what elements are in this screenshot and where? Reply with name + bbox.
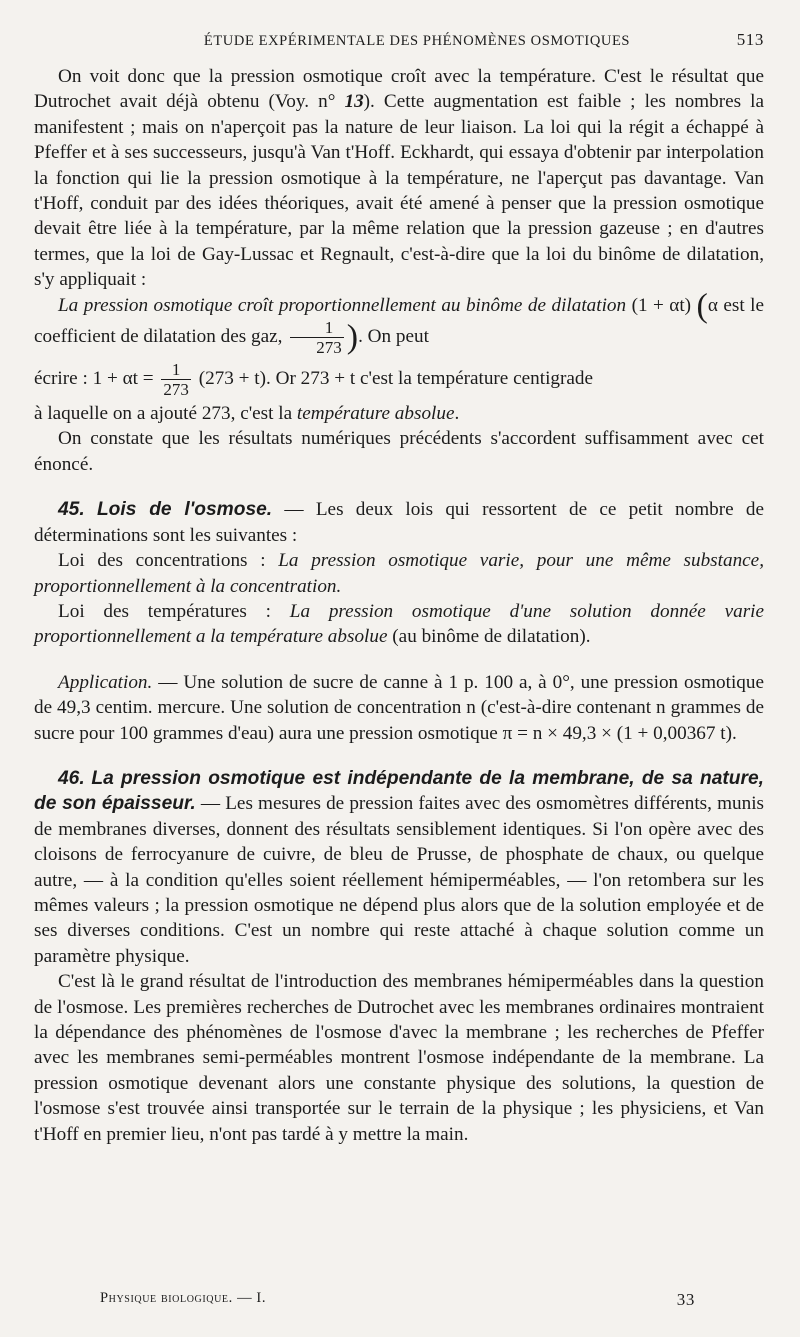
application-text: — Une solution de sucre de canne à 1 p. 100 a, à 0°, une pression osmotique de 49,3 centim. mercure. Une solution de concentration n (c'est-à-dire contenant n grammes de sucre pour 100 grammes d'eau) aura une pression osmotique π = n × 49,3 × (1 + 0,00367 t). — [34, 671, 764, 744]
law1-label: Loi des concentrations : — [58, 550, 279, 572]
fraction-denominator: 273 — [316, 338, 342, 358]
paragraph-equation — [34, 357, 764, 401]
fraction-denominator: 273 — [163, 380, 189, 400]
section-45-number: 45. — [58, 499, 85, 521]
footer-book-title: Physique biologique. — I. — [100, 1290, 267, 1306]
section-46 — [34, 766, 764, 969]
p1-text-b: ). Cette augmentation est faible ; les nombres la manifestent ; mais on n'aperçoit pas la nature de leur liaison. La loi qui la régit a échappé à Pfeffer et à ses successeurs, jusqu'à Van t'Hoff. Eckhardt, qui essaya d'obtenir par interpolation la fonction qui lie la pression osmotique à la température, ne l'aperçut pas davantage. Van t'Hoff, conduit par des idées théoriques, avait été amené à penser que la pression osmotique devait être liée à la température, par la même relation que la pression gazeuse ; en d'autres termes, que la loi de Gay-Lussac et Regnault, c'est-à-dire que la loi du binôme de dilatation, s'y appliquait : — [34, 91, 764, 291]
law-statement-italic: La pression osmotique croît proportionnellement au binôme de dilatation — [58, 294, 627, 316]
section-45-text: — Les deux lois qui ressortent de ce petit nombre de déterminations sont les suivantes : — [34, 499, 764, 546]
equation-lead: écrire : 1 + αt = — [34, 368, 154, 390]
p2-after: . On peut — [358, 325, 429, 347]
alpha-text: α est le coefficient de dilatation des gaz, — [34, 294, 765, 347]
paren-open: ( — [696, 287, 708, 325]
fraction-numerator: 1 — [161, 360, 191, 380]
application-paragraph — [34, 670, 764, 746]
page-number: 513 — [736, 30, 764, 49]
law2-italic: La pression osmotique d'une solution donnée varie proportionnellement a la température absolue — [34, 600, 765, 648]
page-body — [34, 64, 764, 1147]
abs-temp-italic: température absolue — [296, 403, 455, 425]
application-label: Application. — [58, 671, 153, 693]
paragraph-absolute-temperature — [34, 401, 764, 426]
paragraph-law-statement — [34, 287, 765, 358]
section-45-title: Lois de l'osmose. — [96, 499, 273, 521]
section-45 — [34, 497, 764, 548]
law2-end: (au binôme de dilatation). — [387, 626, 591, 648]
fraction-numerator: 1 — [290, 318, 344, 338]
law-concentrations — [34, 548, 764, 599]
law-temperatures — [34, 599, 764, 650]
law1-italic: La pression osmotique varie, pour une même substance, proportionnellement à la concentration. — [34, 550, 764, 597]
paren-close: ) — [346, 318, 359, 356]
fraction-one-over-273-b — [161, 360, 191, 399]
running-header — [34, 30, 764, 50]
section-46-number: 46. — [58, 767, 85, 789]
abs-temp-text: à laquelle on a ajouté 273, c'est la — [34, 403, 297, 425]
binome-expression: (1 + αt) — [631, 294, 692, 316]
abs-temp-end: . — [454, 403, 460, 425]
section-46-title: La pression osmotique est indépendante de la membrane, de sa nature, de son épaisseur. — [34, 767, 764, 815]
fraction-one-over-273 — [290, 318, 344, 357]
section-46-text: — Les mesures de pression faites avec des osmomètres différents, munis de membranes diverses, donnent des résultats sensiblement identiques. Si l'on opère avec des cloisons de ferrocyanure de cuivre, de bleu de Prusse, de phosphate de chaux, ou quelque autre, — à la condition qu'elles soient réellement hémiperméables, — l'on retombera sur les mêmes valeurs ; la pression osmotique ne dépend plus alors que de la solution employée et de ses diverses conditions. C'est un nombre qui reste attaché à chaque solution comme un paramètre physique. — [34, 793, 764, 967]
paragraph-agreement: On constate que les résultats numériques précédents s'accordent suffisamment avec cet énoncé. — [34, 428, 764, 475]
law2-label: Loi des températures : — [58, 600, 290, 622]
paragraph-conclusion: C'est là le grand résultat de l'introduction des membranes hémiperméables dans la question de l'osmose. Les premières recherches de Dutrochet avec les membranes ordinaires montraient la dépendance des phénomènes de l'osmose d'avec la membrane ; les recherches de Pfeffer avec les membranes semi-perméables montrent l'osmose indépendante de la membrane. La pression osmotique devenant alors une constante physique des solutions, la question de l'osmose s'est trouvée ainsi transportée sur le terrain de la physique ; les physiciens, et Van t'Hoff en premier lieu, n'ont pas tardé à y mettre la main. — [34, 971, 764, 1145]
page-footer — [100, 1290, 695, 1310]
p1-ref-number: 13 — [344, 91, 364, 113]
paragraph-temperature-effect — [34, 64, 764, 293]
equation-mid: (273 + t). Or 273 + t c'est la température centigrade — [198, 368, 594, 390]
running-title: ÉTUDE EXPÉRIMENTALE DES PHÉNOMÈNES OSMOTIQUES — [203, 33, 631, 49]
footer-signature-number: 33 — [676, 1290, 695, 1309]
p1-text-a: On voit donc que la pression osmotique croît avec la température. C'est le résultat que Dutrochet avait déjà obtenu (Voy. n° — [34, 66, 764, 113]
